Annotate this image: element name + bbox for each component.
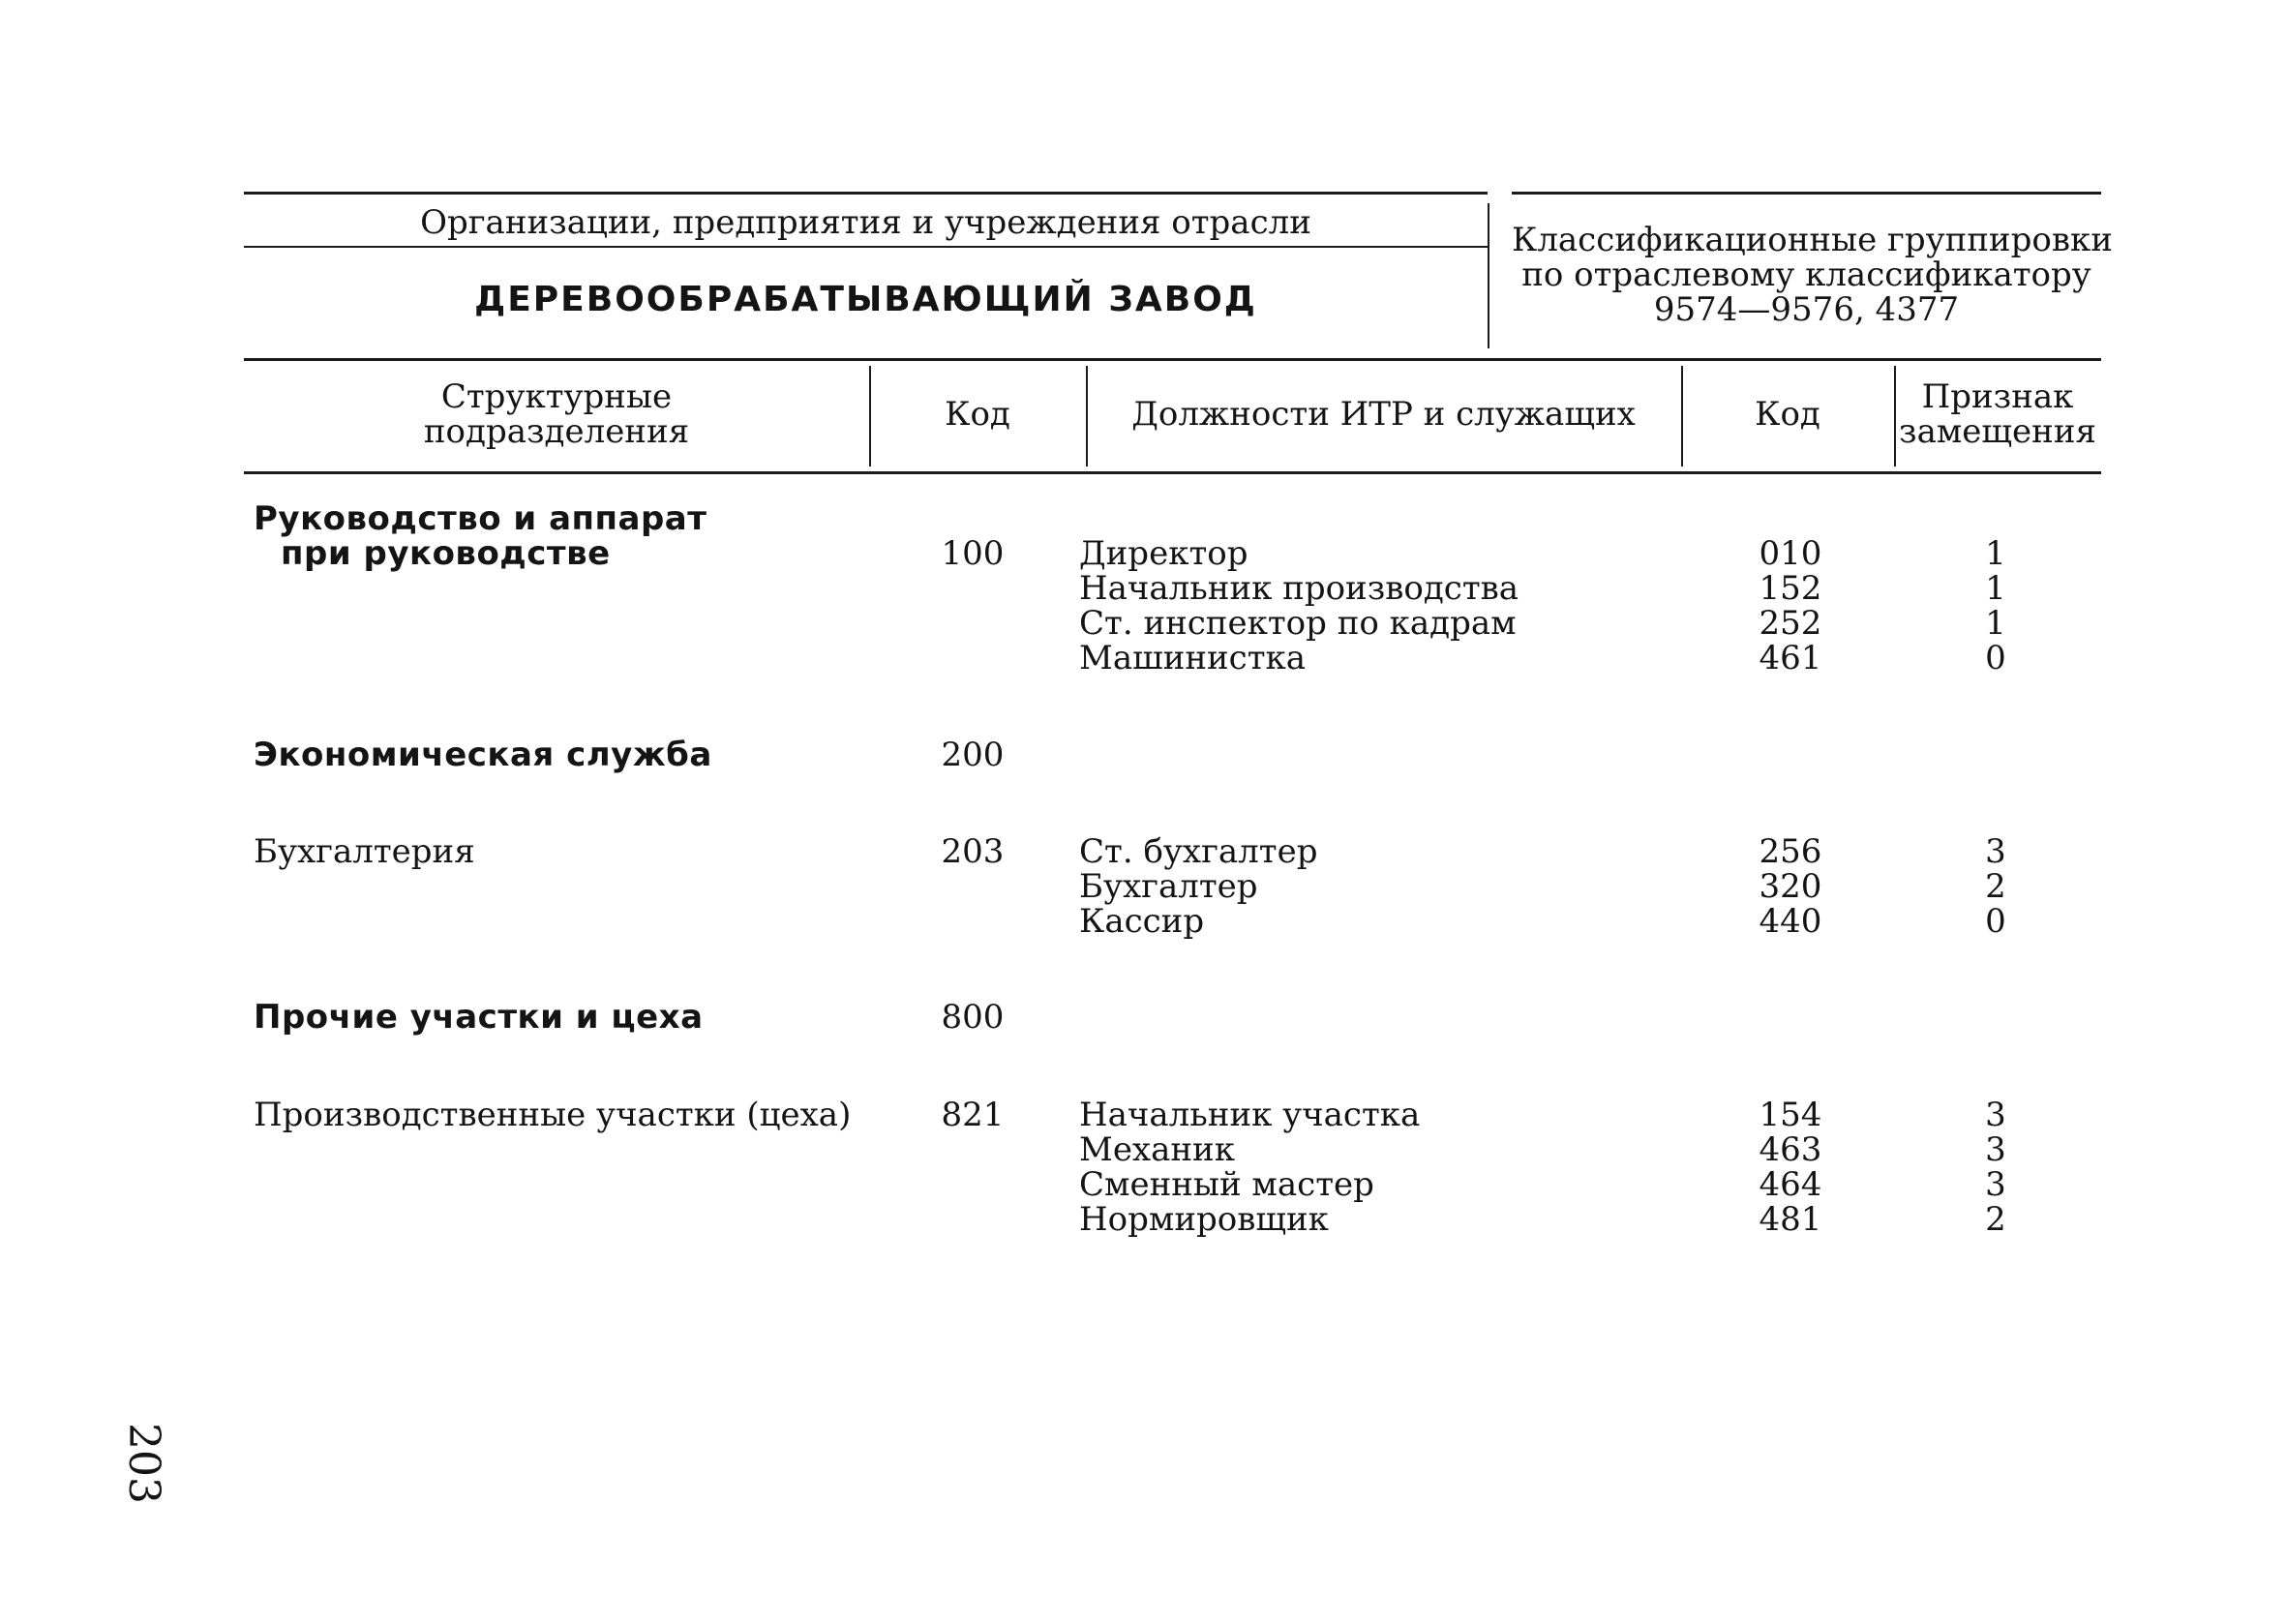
position-name: Начальник производства	[1079, 569, 1519, 608]
position-row	[0, 536, 2286, 571]
col-header-position-code: Код	[1755, 395, 1820, 434]
position-row	[0, 641, 2286, 676]
position-row	[0, 1098, 2286, 1132]
classification-line-3: 9574—9576, 4377	[1653, 290, 1960, 329]
position-list	[0, 536, 2286, 676]
substitution-flag: 3	[1985, 1165, 2006, 1204]
division-name-line-2: при руководстве	[281, 534, 611, 573]
position-name: Кассир	[1079, 902, 1205, 941]
classification-line-2: по отраслевому классификатору	[1521, 256, 2091, 294]
position-name: Нормировщик	[1079, 1200, 1329, 1239]
position-row	[0, 1132, 2286, 1167]
col-header-flag-line-2: замещения	[1899, 412, 2096, 451]
division-code: 800	[941, 998, 1005, 1037]
position-row	[0, 1202, 2286, 1237]
columns-top-rule	[244, 358, 2101, 361]
position-code: 010	[1759, 534, 1822, 573]
position-code: 256	[1759, 832, 1822, 871]
header-divider	[1488, 203, 1489, 348]
position-code: 252	[1759, 604, 1822, 643]
position-name: Директор	[1079, 534, 1248, 573]
division-name: Бухгалтерия	[254, 832, 475, 871]
org-caption-underline	[244, 246, 1488, 248]
substitution-flag: 3	[1985, 832, 2006, 871]
position-code: 463	[1759, 1130, 1822, 1169]
org-caption: Организации, предприятия и учреждения отрасли	[420, 203, 1311, 242]
substitution-flag: 0	[1985, 639, 2006, 677]
position-row	[0, 1167, 2286, 1202]
substitution-flag: 0	[1985, 902, 2006, 941]
col-header-division-code: Код	[945, 395, 1010, 434]
position-code: 464	[1759, 1165, 1822, 1204]
col-header-division	[244, 379, 869, 449]
substitution-flag: 2	[1985, 867, 2006, 906]
position-row	[0, 834, 2286, 869]
classification-block	[1512, 221, 2113, 329]
position-name: Сменный мастер	[1079, 1165, 1374, 1204]
position-row	[0, 869, 2286, 904]
col-header-position: Должности ИТР и служащих	[1131, 395, 1636, 434]
substitution-flag: 2	[1985, 1200, 2006, 1239]
position-name: Ст. бухгалтер	[1079, 832, 1318, 871]
col-header-flag-line-1: Признак	[1921, 377, 2074, 416]
header-top-rule	[244, 192, 1488, 195]
position-name: Бухгалтер	[1079, 867, 1258, 906]
position-row	[0, 571, 2286, 606]
page-number: 203	[119, 1423, 168, 1504]
substitution-flag: 3	[1985, 1130, 2006, 1169]
col-header-flag	[1894, 379, 2101, 449]
division-name: Производственные участки (цеха)	[254, 1096, 852, 1134]
col-header-division-line-1: Структурные	[440, 377, 673, 416]
position-code: 461	[1759, 639, 1822, 677]
position-row	[0, 904, 2286, 939]
position-code: 152	[1759, 569, 1822, 608]
position-row	[0, 606, 2286, 641]
position-code: 481	[1759, 1200, 1822, 1239]
substitution-flag: 3	[1985, 1096, 2006, 1134]
substitution-flag: 1	[1985, 604, 2006, 643]
substitution-flag: 1	[1985, 569, 2006, 608]
classification-line-1: Классификационные группировки	[1512, 221, 2113, 259]
division-code: 200	[941, 736, 1005, 774]
position-code: 154	[1759, 1096, 1822, 1134]
plant-title: ДЕРЕВООБРАБАТЫВАЮЩИЙ ЗАВОД	[474, 280, 1257, 319]
position-name: Начальник участка	[1079, 1096, 1421, 1134]
division-name: Прочие участки и цеха	[254, 998, 704, 1037]
header-top-rule-right	[1512, 192, 2101, 195]
col-header-division-line-2: подразделения	[423, 412, 690, 451]
division-code: 821	[941, 1096, 1005, 1134]
division-code: 100	[941, 534, 1005, 573]
position-name: Ст. инспектор по кадрам	[1079, 604, 1517, 643]
position-name: Машинистка	[1079, 639, 1307, 677]
position-code: 440	[1759, 902, 1822, 941]
substitution-flag: 1	[1985, 534, 2006, 573]
position-code: 320	[1759, 867, 1822, 906]
division-code: 203	[941, 832, 1005, 871]
division-name: Экономическая служба	[254, 736, 712, 774]
position-list	[0, 834, 2286, 939]
position-name: Механик	[1079, 1130, 1235, 1169]
division-name-line-1: Руководство и аппарат	[254, 499, 707, 538]
columns-bottom-rule	[244, 471, 2101, 474]
position-list	[0, 1098, 2286, 1237]
